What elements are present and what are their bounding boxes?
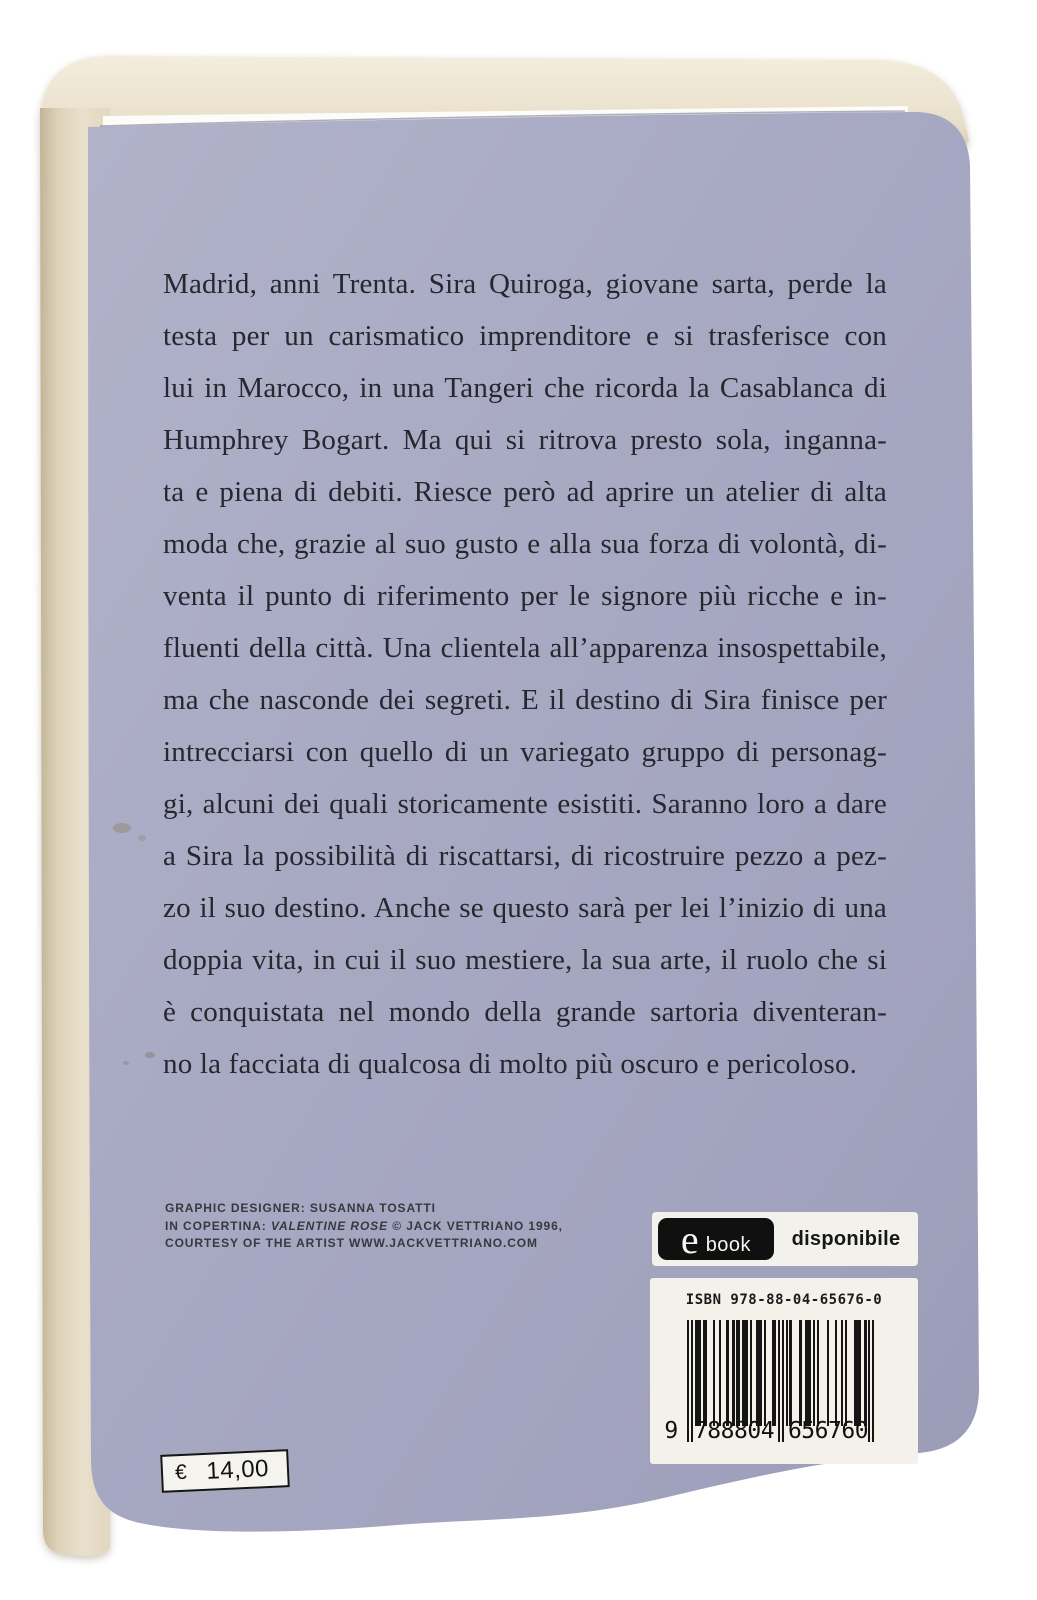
currency-symbol: € <box>174 1460 188 1485</box>
blurb-line: lui in Marocco, in una Tangeri che ricorda la Casablanca di <box>163 372 887 404</box>
stain <box>145 1052 155 1058</box>
barcode-digits-left: 788804 <box>693 1418 775 1444</box>
stain <box>123 1061 129 1065</box>
credits-line: COURTESY OF THE ARTIST WWW.JACKVETTRIANO.COM <box>165 1236 538 1250</box>
blurb-line: fluenti della città. Una clientela all’apparenza insospettabile, <box>163 632 887 664</box>
barcode-digit-lead: 9 <box>664 1418 678 1444</box>
blurb-line: ta e piena di debiti. Riesce però ad aprire un atelier di alta <box>163 476 887 508</box>
stain <box>138 835 146 841</box>
blurb <box>163 258 887 1090</box>
cover-artwork-title: VALENTINE ROSE <box>270 1218 388 1233</box>
blurb-line: gi, alcuni dei quali storicamente esistiti. Saranno loro a dare <box>163 788 887 820</box>
ebook-badge <box>652 1212 918 1266</box>
blurb-line: intrecciarsi con quello di un variegato gruppo di personag- <box>163 736 887 768</box>
barcode-digits-right: 656760 <box>787 1418 869 1444</box>
credits-line: GRAPHIC DESIGNER: SUSANNA TOSATTI <box>165 1201 436 1215</box>
ebook-logo <box>658 1218 774 1260</box>
blurb-line: venta il punto di riferimento per le signore più ricche e in- <box>163 580 887 612</box>
blurb-line: a Sira la possibilità di riscattarsi, di ricostruire pezzo a pez- <box>163 840 887 872</box>
blurb-line: zo il suo destino. Anche se questo sarà per lei l’inizio di una <box>163 892 887 924</box>
blurb-line: no la facciata di qualcosa di molto più oscuro e pericoloso. <box>163 1048 858 1080</box>
ebook-availability-label: disponibile <box>791 1228 901 1250</box>
blurb-line: moda che, grazie al suo gusto e alla sua forza di volontà, di- <box>163 528 887 560</box>
blurb-line: testa per un carismatico imprenditore e si trasferisce con <box>163 320 887 352</box>
ebook-logo-e: e <box>680 1217 699 1262</box>
price-tag <box>160 1449 290 1493</box>
credits-line: IN COPERTINA: VALENTINE ROSE © JACK VETTRIANO 1996, <box>165 1218 563 1233</box>
ebook-logo-book: book <box>705 1234 752 1256</box>
isbn-label: ISBN 978-88-04-65676-0 <box>685 1292 883 1308</box>
price-amount: 14,00 <box>205 1455 270 1485</box>
stain <box>113 823 131 833</box>
isbn-barcode-box <box>650 1278 918 1464</box>
blurb-line: doppia vita, in cui il suo mestiere, la sua arte, il ruolo che si <box>163 944 887 976</box>
credits-block <box>165 1200 563 1253</box>
blurb-line: ma che nasconde dei segreti. E il destino di Sira finisce per <box>163 684 887 716</box>
blurb-line: è conquistata nel mondo della grande sartoria diventeran- <box>163 996 887 1028</box>
blurb-line: Humphrey Bogart. Ma qui si ritrova presto sola, inganna- <box>163 424 887 456</box>
blurb-line: Madrid, anni Trenta. Sira Quiroga, giovane sarta, perde la <box>163 268 887 300</box>
